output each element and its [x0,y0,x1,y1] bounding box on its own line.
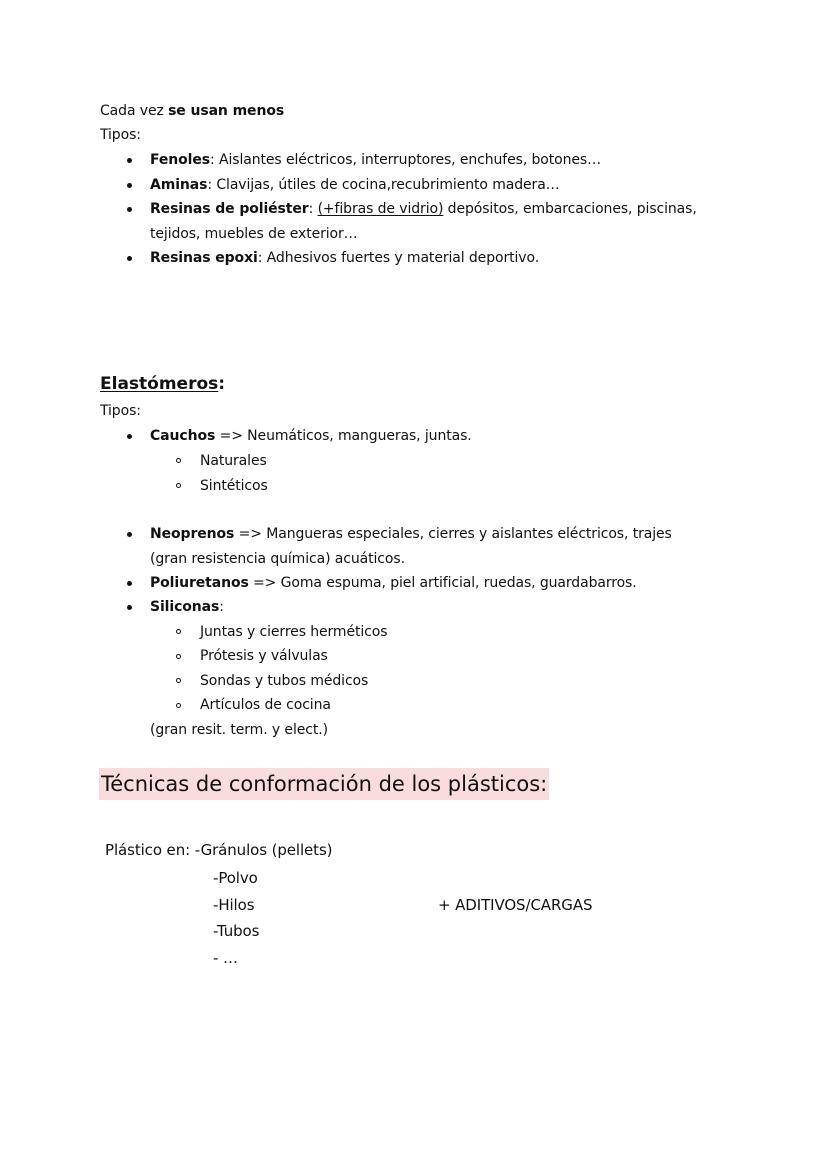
item-desc: Clavijas, útiles de cocina,recubrimiento madera… [212,177,560,193]
sub-bullet-icon [176,703,181,708]
sub-bullet-icon [176,678,181,683]
item-desc: Aislantes eléctricos, interruptores, enchufes, botones… [214,152,602,168]
item-desc: Adhesivos fuertes y material deportivo. [262,250,540,266]
form-item: -Tubos [213,922,260,940]
bullet-icon [127,207,132,212]
item-name: Neoprenos [150,526,235,542]
item-desc: => Neumáticos, mangueras, juntas. [215,428,472,444]
sub-item: Prótesis y válvulas [200,648,328,664]
list-item-aminas [150,175,560,195]
bullet-icon [127,581,132,586]
elastomeros-title: Elastómeros [100,374,219,394]
sub-item: Sondas y tubos médicos [200,673,369,689]
tipos-label: Tipos: [100,403,141,419]
bullet-icon [127,183,132,188]
sub-item-sinteticos: Sintéticos [200,478,268,494]
item-name: Poliuretanos [150,575,249,591]
bullet-icon [127,158,132,163]
sub-bullet-icon [176,654,181,659]
item-name: Resinas de poliéster [150,201,309,217]
tipos-label: Tipos: [100,127,141,143]
bullet-icon [127,532,132,537]
list-item-siliconas [150,597,224,617]
list-item-fenoles [150,150,601,170]
plastico-label: Plástico en: -Gránulos (pellets) [105,841,333,859]
list-item-neoprenos [150,524,672,544]
form-item: -Polvo [213,869,258,887]
siliconas-note: (gran resit. term. y elect.) [150,722,328,738]
sub-bullet-icon [176,629,181,634]
sub-bullet-icon [176,458,181,463]
list-item-resinas-epoxi [150,248,539,268]
item-name: Cauchos [150,428,216,444]
item-name: Siliconas [150,599,220,615]
form-item: - … [213,949,238,967]
section-title-tecnicas: Técnicas de conformación de los plásticos: [99,768,549,800]
bullet-icon [127,256,132,261]
item-sep: : [210,152,215,168]
item-sep: : [308,201,314,217]
sub-item: Artículos de cocina [200,697,331,713]
item-sep: : [207,177,212,193]
item-name: Aminas [150,177,208,193]
sub-item: Juntas y cierres herméticos [200,624,388,640]
intro-bold: se usan menos [168,103,285,119]
item-desc: => Mangueras especiales, cierres y aislantes eléctricos, trajes [234,526,672,542]
intro-prefix: Cada vez [100,103,169,119]
list-item-poliuretanos [150,573,637,593]
sub-bullet-icon [176,483,181,488]
bullet-icon [127,434,132,439]
form-item: -Hilos [213,896,255,914]
list-item-continuation: tejidos, muebles de exterior… [150,226,358,242]
item-name: Fenoles [150,152,211,168]
item-desc: depósitos, embarcaciones, piscinas, [443,201,697,217]
list-item-cauchos [150,426,472,446]
bullet-icon [127,605,132,610]
aditivos-label: + ADITIVOS/CARGAS [438,896,593,914]
item-desc: => Goma espuma, piel artificial, ruedas, guardabarros. [248,575,637,591]
sub-item-naturales: Naturales [200,453,267,469]
intro-line [100,101,284,121]
elastomeros-heading [100,373,225,395]
item-sep: : [257,250,263,266]
item-name: Resinas epoxi [150,250,258,266]
item-underlined: (+fibras de vidrio) [317,201,444,217]
item-sep: : [219,599,224,615]
list-item-resinas-poliester [150,199,697,219]
list-item-continuation: (gran resistencia química) acuáticos. [150,551,405,567]
elastomeros-colon: : [218,374,226,394]
